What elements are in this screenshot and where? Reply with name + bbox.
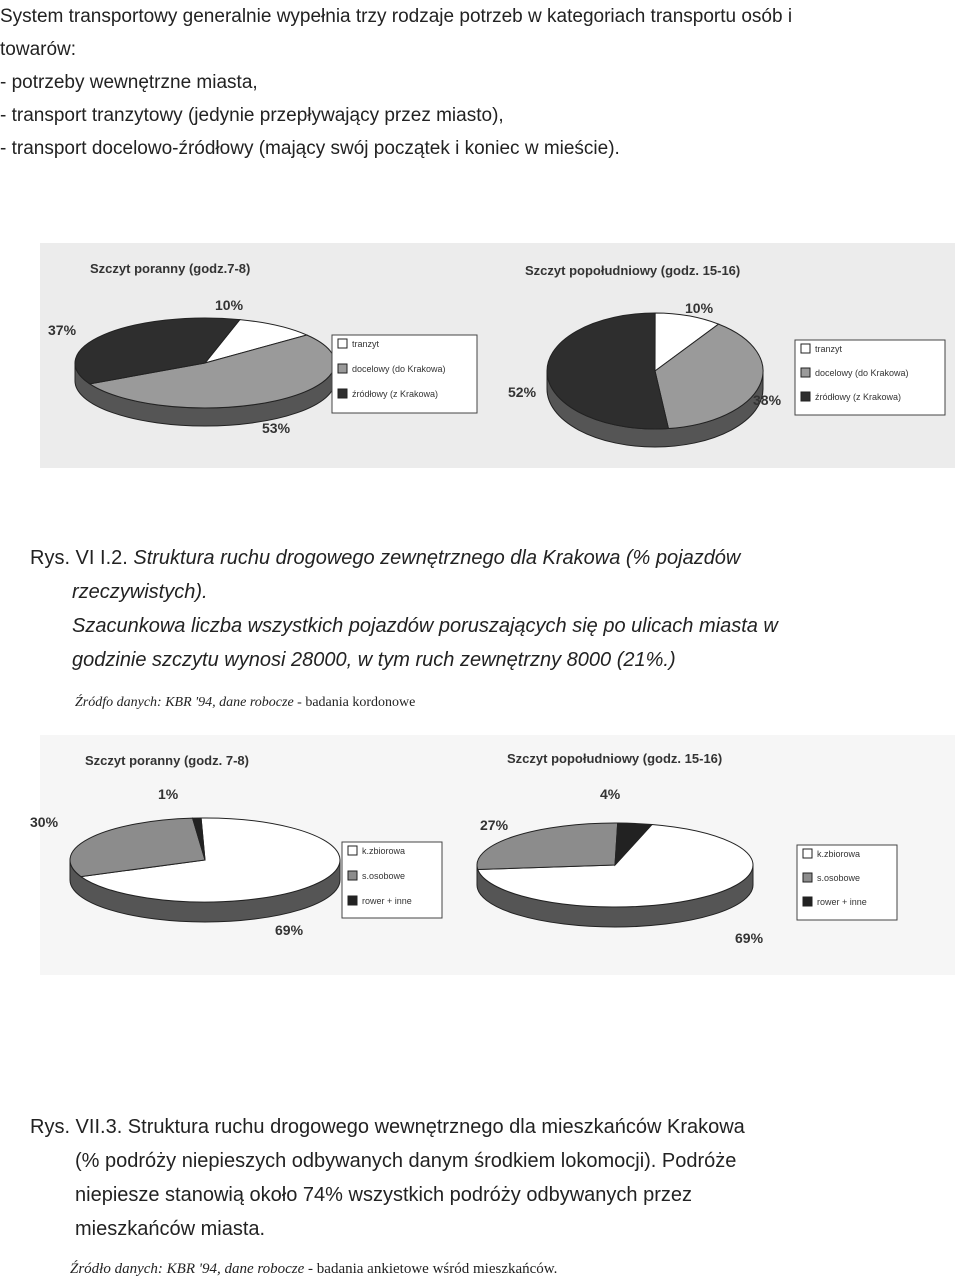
legend-swatch	[348, 871, 357, 880]
legend-item: rower + inne	[362, 896, 412, 906]
pie-percent-label: 10%	[685, 300, 714, 316]
figure-2-caption-line: niepiesze stanowią około 74% wszystkich podróży odbywanych przez	[75, 1184, 692, 1206]
chart-title: Szczyt popołudniowy (godz. 15-16)	[525, 263, 741, 278]
figure-1-caption-title: Struktura ruchu drogowego zewnętrznego dla Krakowa (% pojazdów	[133, 547, 741, 569]
figure-2-source-detail: - badania ankietowe wśród mieszkańców.	[304, 1261, 558, 1277]
intro-line: towarów:	[0, 39, 77, 60]
pie-percent-label: 38%	[753, 392, 782, 408]
figure-2-image	[30, 735, 955, 975]
figure-1-charts	[40, 243, 955, 468]
figure-1-source-label: Źródfo danych: KBR '94, dane robocze	[75, 695, 294, 710]
legend-swatch	[338, 364, 347, 373]
legend-item: s.osobowe	[817, 873, 861, 883]
pie-percent-label: 69%	[275, 922, 304, 938]
legend-item: źródłowy (z Krakowa)	[815, 392, 902, 402]
intro-line: - transport docelowo-źródłowy (mający swój początek i koniec w mieście).	[0, 138, 620, 159]
pie-percent-label: 1%	[158, 786, 179, 802]
pie-percent-label: 30%	[30, 814, 59, 830]
figure-2-source	[70, 1261, 557, 1278]
legend-item: docelowy (do Krakowa)	[352, 364, 446, 374]
chart-title: Szczyt poranny (godz. 7-8)	[85, 753, 249, 768]
legend-swatch	[803, 897, 812, 906]
legend-item: k.zbiorowa	[817, 849, 861, 859]
legend-item: rower + inne	[817, 897, 867, 907]
figure-1-source-detail: - badania kordonowe	[293, 695, 416, 710]
legend-swatch	[348, 846, 357, 855]
legend-swatch	[348, 896, 357, 905]
figure-2-caption	[30, 1110, 930, 1246]
figure-1-caption-title-cont: rzeczywistych).	[72, 581, 208, 603]
legend-item: źródłowy (z Krakowa)	[352, 389, 439, 399]
legend-swatch	[801, 392, 810, 401]
legend-item: tranzyt	[352, 339, 380, 349]
figure-1-caption	[30, 541, 930, 677]
figure-2-charts	[30, 735, 955, 975]
legend-swatch	[801, 344, 810, 353]
chart-title: Szczyt poranny (godz.7-8)	[90, 261, 251, 276]
pie-percent-label: 52%	[508, 384, 537, 400]
pie-percent-label: 10%	[215, 297, 244, 313]
legend-swatch	[338, 389, 347, 398]
intro-line: System transportowy generalnie wypełnia trzy rodzaje potrzeb w kategoriach transportu osób i	[0, 6, 793, 27]
pie-percent-label: 69%	[735, 930, 764, 946]
figure-2-caption-line: Rys. VII.3. Struktura ruchu drogowego wewnętrznego dla mieszkańców Krakowa	[30, 1116, 745, 1138]
figure-1-image	[40, 243, 955, 468]
figure-1-caption-note: Szacunkowa liczba wszystkich pojazdów poruszających się po ulicach miasta w	[72, 615, 778, 637]
legend-item: k.zbiorowa	[362, 846, 406, 856]
legend-swatch	[338, 339, 347, 348]
pie-percent-label: 53%	[262, 420, 291, 436]
legend-swatch	[801, 368, 810, 377]
pie-percent-label: 4%	[600, 786, 621, 802]
figure-1-source	[75, 695, 415, 711]
figure-2-caption-line: (% podróży niepieszych odbywanych danym środkiem lokomocji). Podróże	[75, 1150, 737, 1172]
legend-swatch	[803, 873, 812, 882]
figure-2-caption-line: mieszkańców miasta.	[75, 1218, 266, 1240]
figure-2-source-label: Źródło danych: KBR '94, dane robocze	[70, 1261, 305, 1277]
pie-percent-label: 27%	[480, 817, 509, 833]
intro-line: - potrzeby wewnętrzne miasta,	[0, 72, 258, 93]
legend-item: tranzyt	[815, 344, 843, 354]
pie-percent-label: 37%	[48, 322, 77, 338]
figure-1-caption-note-cont: godzinie szczytu wynosi 28000, w tym ruch zewnętrzny 8000 (21%.)	[72, 649, 676, 671]
legend-item: s.osobowe	[362, 871, 406, 881]
intro-line: - transport tranzytowy (jedynie przepływający przez miasto),	[0, 105, 504, 126]
legend-swatch	[803, 849, 812, 858]
figure-1-caption-prefix: Rys. VI I.2.	[30, 547, 128, 569]
intro-text	[0, 0, 940, 165]
legend-item: docelowy (do Krakowa)	[815, 368, 909, 378]
chart-title: Szczyt popołudniowy (godz. 15-16)	[507, 751, 723, 766]
